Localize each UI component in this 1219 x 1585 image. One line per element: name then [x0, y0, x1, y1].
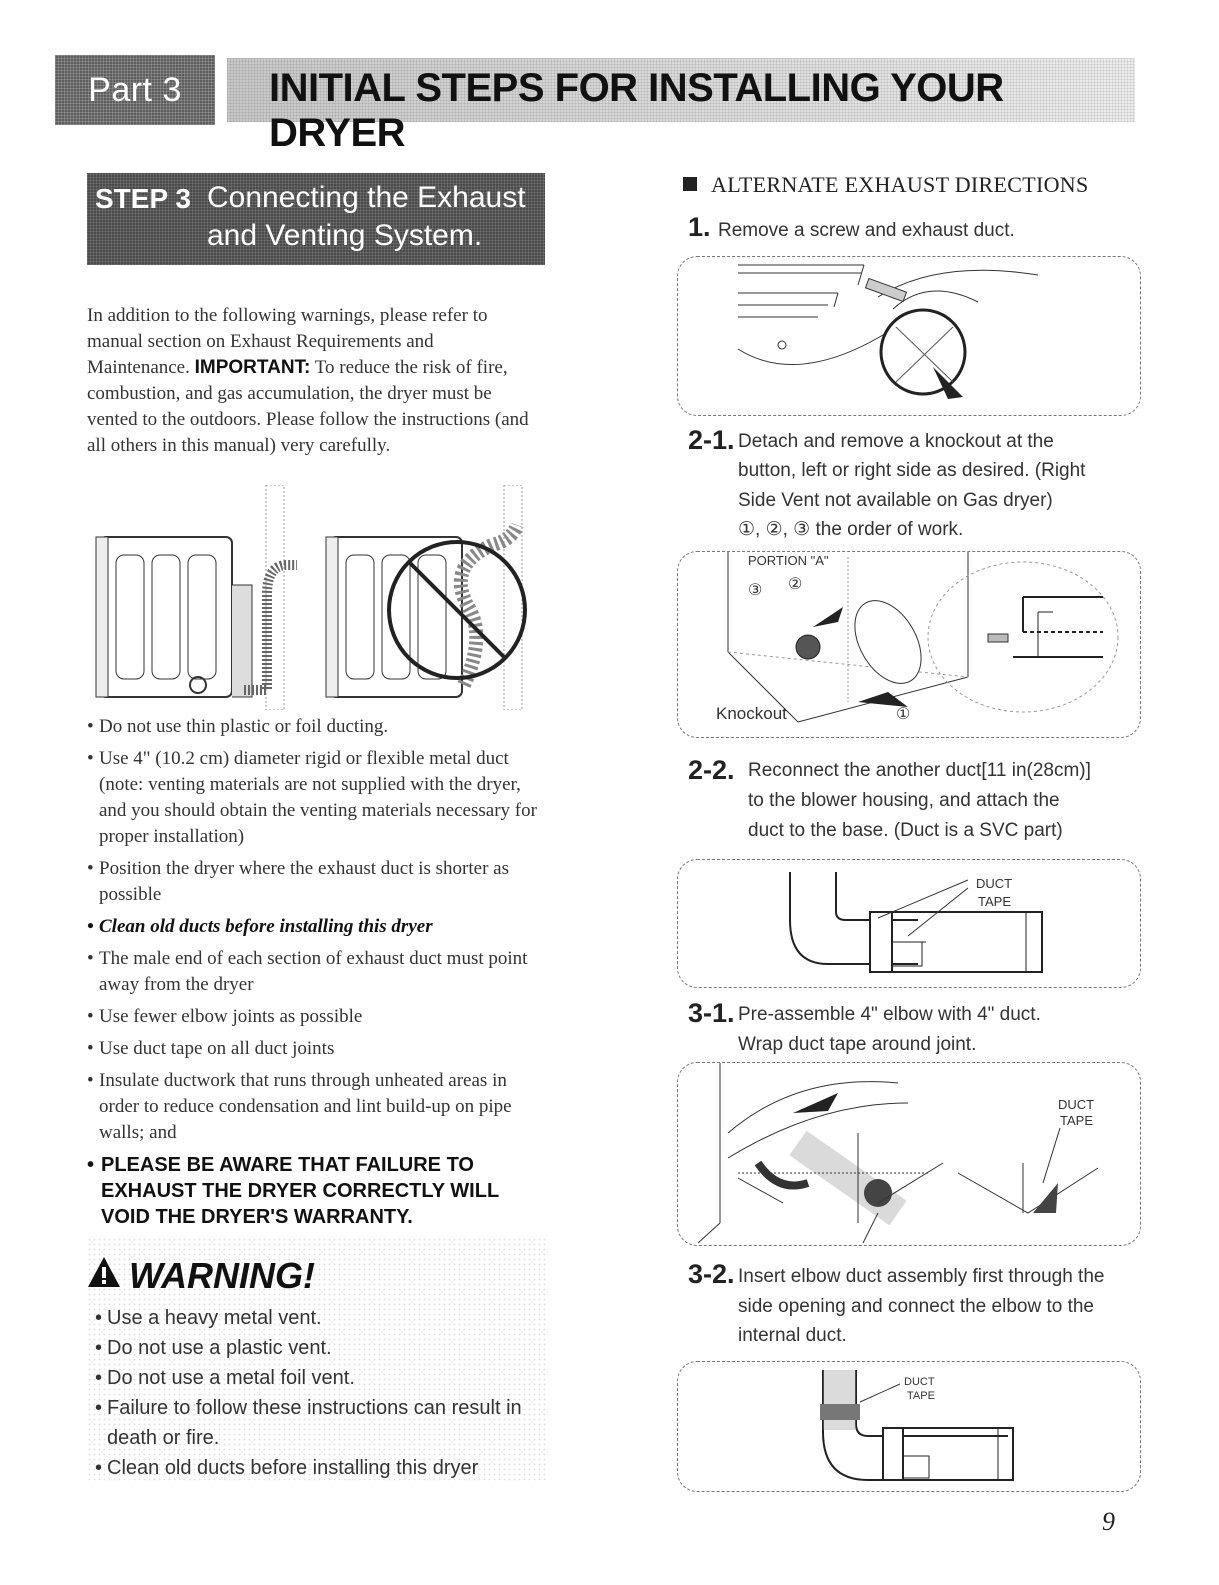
page-header — [55, 50, 1135, 155]
warning-item: • Do not use a plastic vent. — [95, 1333, 527, 1363]
step-text: Pre-assemble 4" elbow with 4" duct. — [738, 1004, 1041, 1025]
page-number: 9 — [1102, 1507, 1115, 1536]
knockout-label: Knockout — [716, 704, 787, 723]
dryer-good-icon — [96, 537, 297, 697]
warning-item: • Do not use a metal foil vent. — [95, 1363, 527, 1393]
step-text: Remove a screw and exhaust duct. — [718, 220, 1015, 241]
figure-remove-duct — [677, 256, 1141, 416]
part-label-box — [55, 55, 215, 125]
title-band — [227, 58, 1135, 155]
step-number: 3-2. — [688, 1259, 735, 1289]
step-title-line1: Connecting the Exhaust — [207, 181, 526, 214]
bullet-item-emphasis: • Clean old ducts before installing this dryer — [87, 914, 547, 940]
figure-reconnect-duct — [677, 859, 1141, 988]
preassemble-drawing — [678, 1063, 1140, 1245]
part-label: Part 3 — [88, 70, 182, 109]
important-label: IMPORTANT: — [194, 357, 311, 378]
bullet-item: • Insulate ductwork that runs through unheated areas in order to reduce condensation and lint build-up on pipe walls; and — [87, 1068, 547, 1146]
section-heading — [683, 172, 1089, 198]
step-text: button, left or right side as desired. (Right — [738, 460, 1086, 481]
step-text: side opening and connect the elbow to the — [738, 1296, 1094, 1317]
warning-item: • Clean old ducts before installing this dryer — [95, 1453, 527, 1483]
remove-duct-drawing — [678, 257, 1140, 415]
step-text: Insert elbow duct assembly first through the — [738, 1266, 1105, 1287]
figure-insert-elbow — [677, 1361, 1141, 1492]
duct-tape-label: DUCT — [976, 876, 1013, 891]
bullet-list — [87, 714, 547, 1236]
duct-tape-label: TAPE — [978, 894, 1011, 909]
page-title: INITIAL STEPS FOR INSTALLING YOUR DRYER — [269, 66, 1004, 155]
step-text: duct to the base. (Duct is a SVC part) — [748, 820, 1063, 841]
circle-1-label: ① — [896, 706, 911, 723]
step-text: internal duct. — [738, 1325, 847, 1346]
warning-list — [95, 1303, 527, 1483]
circle-2-label: ② — [788, 576, 803, 593]
square-bullet-icon — [683, 177, 697, 191]
step-number: 1. — [688, 212, 711, 242]
step-number: 2-1. — [688, 425, 735, 455]
step-number: 3-1. — [688, 998, 735, 1028]
warning-item-text: Failure to follow these instructions can result in death or fire. — [107, 1397, 522, 1449]
warranty-warning: • PLEASE BE AWARE THAT FAILURE TO EXHAUST THE DRYER CORRECTLY WILL VOID THE DRYER'S WARRANTY. — [87, 1152, 547, 1230]
step-text: Detach and remove a knockout at the — [738, 431, 1054, 452]
bullet-item: • The male end of each section of exhaust duct must point away from the dryer — [87, 946, 547, 998]
intro-text-1: In addition to the following warnings, please refer to manual section on Exhaust Requirements and Maintenance. — [87, 305, 488, 378]
warning-title: WARNING! — [129, 1255, 315, 1296]
bullet-item: • Use fewer elbow joints as possible — [87, 1004, 547, 1030]
figure-knockout — [677, 551, 1141, 738]
reconnect-duct-drawing — [678, 860, 1140, 987]
step-text: Reconnect the another duct[11 in(28cm)] — [748, 760, 1091, 781]
bullet-item: • Use 4" (10.2 cm) diameter rigid or flexible metal duct (note: venting materials are not supplied with the dryer, and you should obtain the venting materials necessary for proper installation) — [87, 746, 547, 850]
duct-tape-label: TAPE — [907, 1390, 935, 1402]
warning-item — [95, 1393, 527, 1453]
dryer-bad-icon — [326, 525, 525, 697]
step-text: Side Vent not available on Gas dryer) — [738, 490, 1053, 511]
warning-box — [87, 1237, 547, 1482]
step-number: 2-2. — [688, 755, 735, 785]
step-label: STEP 3 — [95, 183, 191, 214]
section-heading-text: ALTERNATE EXHAUST DIRECTIONS — [711, 172, 1089, 197]
duct-tape-label: DUCT — [904, 1376, 935, 1388]
warning-triangle-icon — [87, 1255, 121, 1289]
step-text: Wrap duct tape around joint. — [738, 1034, 977, 1055]
bullet-item: • Do not use thin plastic or foil ducting. — [87, 714, 547, 740]
duct-tape-label: DUCT — [1058, 1097, 1095, 1112]
step-title-line2: and Venting System. — [207, 219, 483, 252]
bullet-item: • Position the dryer where the exhaust duct is shorter as possible — [87, 856, 547, 908]
intro-paragraph — [87, 303, 537, 459]
bullet-item: • Use duct tape on all duct joints — [87, 1036, 547, 1062]
step-text: ①, ②, ③ the order of work. — [738, 519, 964, 540]
warning-item: • Use a heavy metal vent. — [95, 1303, 527, 1333]
duct-tape-label: TAPE — [1060, 1113, 1093, 1128]
dryer-vent-illustration — [92, 485, 532, 710]
portion-a-label: PORTION "A" — [748, 553, 829, 568]
step-banner — [87, 173, 545, 265]
step-text: to the blower housing, and attach the — [748, 790, 1060, 811]
circle-3-label: ③ — [748, 582, 763, 599]
figure-preassemble — [677, 1062, 1141, 1246]
intro-text-2: To reduce the risk of fire, combustion, and gas accumulation, the dryer must be vented to the outdoors. Please follow the instructions (and all others in this manual) very carefully. — [87, 357, 529, 456]
